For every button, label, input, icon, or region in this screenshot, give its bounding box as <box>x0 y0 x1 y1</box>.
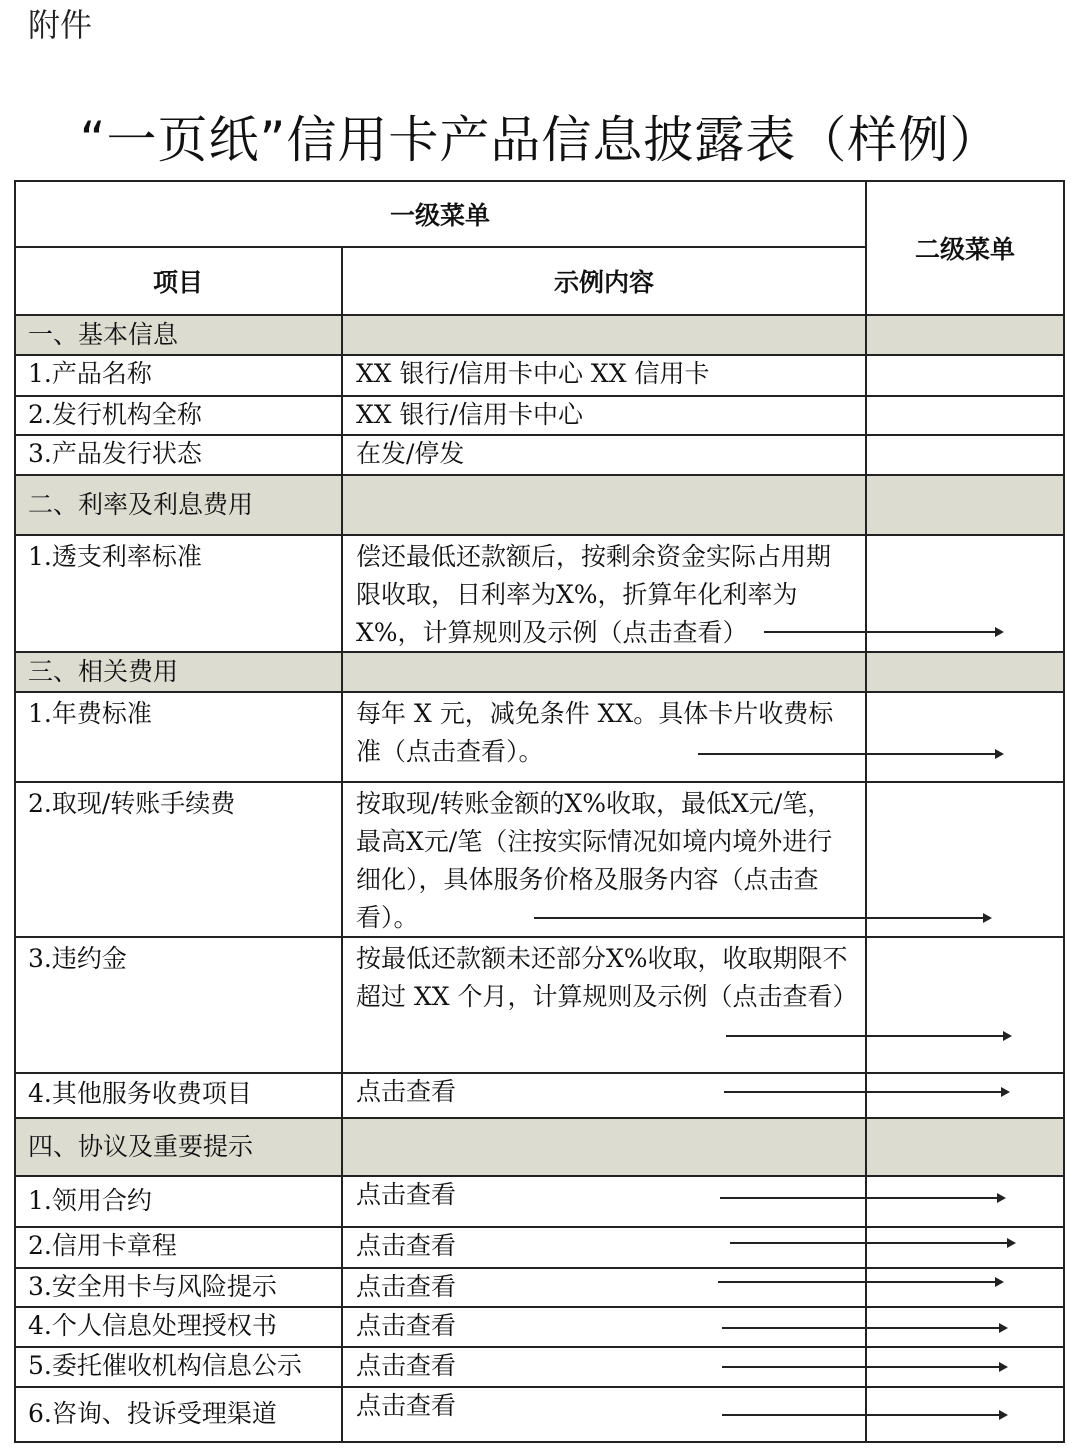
content-risk-notice-link[interactable]: 点击查看 <box>356 1272 457 1301</box>
item-issuer: 2.发行机构全称 <box>28 400 202 429</box>
section-interest: 二、利率及利息费用 <box>28 490 254 519</box>
item-complaint-channels: 6.咨询、投诉受理渠道 <box>28 1399 277 1428</box>
item-collection-agency: 5.委托催收机构信息公示 <box>28 1351 302 1380</box>
section-agreements: 四、协议及重要提示 <box>28 1132 254 1161</box>
header-item: 项目 <box>152 268 203 297</box>
content-other-fees-link[interactable]: 点击查看 <box>356 1077 457 1106</box>
arrow-right-icon <box>722 1327 1006 1329</box>
content-overdraft-rate[interactable]: 偿还最低还款额后，按剩余资金实际占用期限收取，日利率为X%，折算年化利率为X%，计算规则及示例（点击查看） <box>356 542 832 647</box>
item-risk-notice: 3.安全用卡与风险提示 <box>28 1272 277 1301</box>
arrow-right-icon <box>720 1197 1004 1199</box>
item-other-fees: 4.其他服务收费项目 <box>28 1079 252 1108</box>
item-privacy-auth: 4.个人信息处理授权书 <box>28 1311 277 1340</box>
arrow-right-icon <box>722 1414 1006 1416</box>
item-withdrawal-fee: 2.取现/转账手续费 <box>28 789 236 818</box>
content-annual-fee[interactable]: 每年 X 元，减免条件 XX。具体卡片收费标准（点击查看）。 <box>356 699 834 766</box>
item-penalty: 3.违约金 <box>28 944 127 973</box>
content-card-rules-link[interactable]: 点击查看 <box>356 1231 457 1260</box>
arrow-right-icon <box>726 1035 1010 1037</box>
attachment-label: 附件 <box>28 6 93 44</box>
arrow-right-icon <box>724 1091 1008 1093</box>
arrow-right-icon <box>698 753 1002 755</box>
content-status: 在发/停发 <box>356 439 465 468</box>
header-level2: 二级菜单 <box>914 234 1015 264</box>
arrow-right-icon <box>718 1281 1002 1283</box>
disclosure-table <box>14 180 1066 1443</box>
content-card-contract-link[interactable]: 点击查看 <box>356 1180 457 1209</box>
item-card-rules: 2.信用卡章程 <box>28 1231 177 1260</box>
arrow-right-icon <box>730 1242 1014 1244</box>
content-issuer: XX 银行/信用卡中心 <box>356 400 583 429</box>
item-annual-fee: 1.年费标准 <box>28 699 152 728</box>
header-level1: 一级菜单 <box>389 200 490 230</box>
item-card-contract: 1.领用合约 <box>28 1186 152 1215</box>
item-overdraft-rate: 1.透支利率标准 <box>28 542 202 571</box>
section-fees: 三、相关费用 <box>28 657 179 686</box>
content-privacy-auth-link[interactable]: 点击查看 <box>356 1311 457 1340</box>
content-complaint-channels-link[interactable]: 点击查看 <box>356 1391 457 1420</box>
item-product-name: 1.产品名称 <box>28 359 152 388</box>
header-content: 示例内容 <box>553 268 654 297</box>
content-withdrawal-fee[interactable]: 按取现/转账金额的X%收取，最低X元/笔，最高X元/笔（注按实际情况如境内境外进行细化），具体服务价格及服务内容（点击查看）。 <box>356 789 833 932</box>
content-product-name: XX 银行/信用卡中心 XX 信用卡 <box>356 359 710 388</box>
arrow-right-icon <box>764 631 1002 633</box>
item-status: 3.产品发行状态 <box>28 439 202 468</box>
section-basic-info: 一、基本信息 <box>28 320 179 349</box>
page-title: “一页纸”信用卡产品信息披露表（样例） <box>79 111 1001 169</box>
arrow-right-icon <box>534 917 990 919</box>
arrow-right-icon <box>722 1366 1006 1368</box>
content-collection-agency-link[interactable]: 点击查看 <box>356 1351 457 1380</box>
content-penalty[interactable]: 按最低还款额未还部分X%收取，收取期限不超过 XX 个月，计算规则及示例（点击查看） <box>356 944 858 1011</box>
